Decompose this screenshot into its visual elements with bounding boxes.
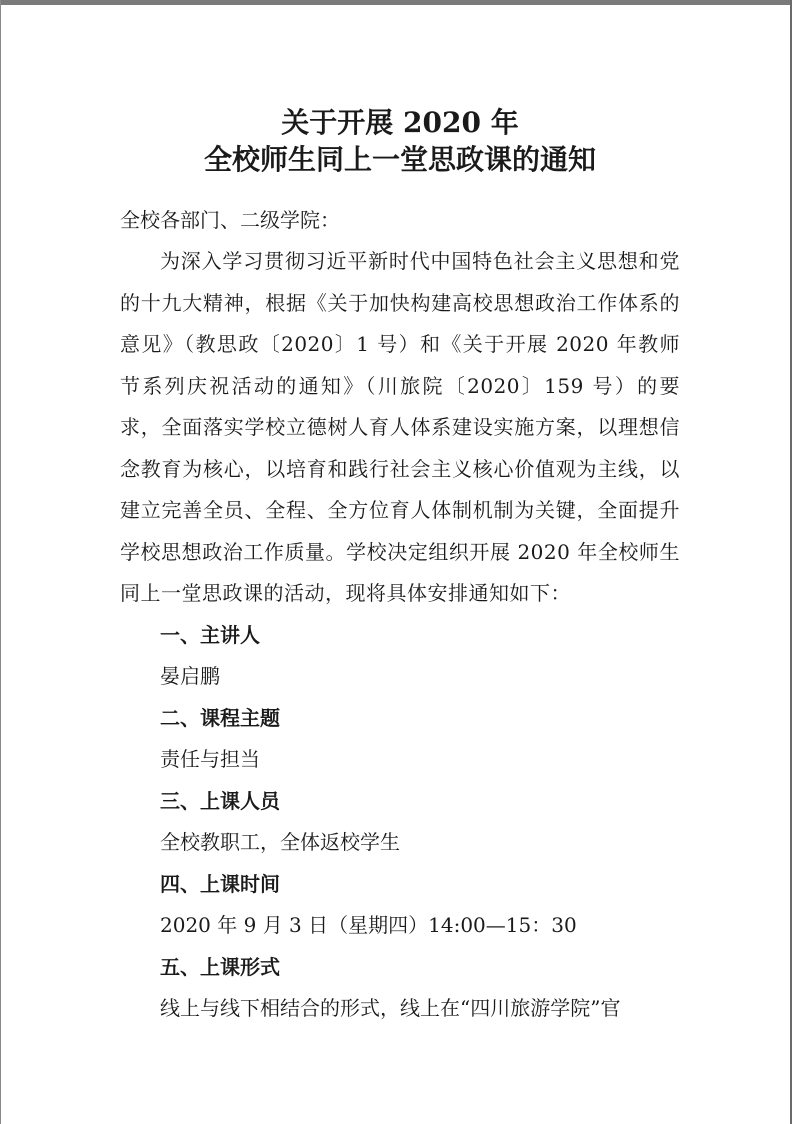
window-left-border (0, 0, 1, 1124)
section-heading-topic: 二、课程主题 (160, 705, 280, 730)
section-heading-attendees: 三、上课人员 (160, 788, 280, 813)
section-content-topic: 责任与担当 (160, 747, 260, 771)
document-page (120, 104, 680, 1030)
section-content-time: 2020 年 9 月 3 日（星期四）14:00—15：30 (160, 913, 577, 937)
window-top-border (0, 0, 792, 5)
section-content-speaker: 晏启鹏 (160, 664, 220, 688)
section-heading-format: 五、上课形式 (160, 954, 280, 979)
salutation: 全校各部门、二级学院： (120, 208, 340, 232)
section-content-format: 线上与线下相结合的形式，线上在“四川旅游学院”官 (160, 996, 621, 1020)
section-heading-speaker: 一、主讲人 (160, 622, 260, 647)
section-content-attendees: 全校教职工，全体返校学生 (160, 830, 400, 854)
intro-paragraph: 为深入学习贯彻习近平新时代中国特色社会主义思想和党的十九大精神，根据《关于加快构建高校思想政治工作体系的意见》（教思政〔2020〕1 号）和《关于开展 2020 年教师节系列庆祝活动的通知》（川旅院〔2020〕159 号）的要求，全面落实学校立德树人育人体系建设实施方案，以理想信念教育为核心，以培育和践行社会主义核心价值观为主线，以建立完善全员、全程、全方位育人体制机制为关键，全面提升学校思想政治工作质量。学校决定组织开展 2020 年全校师生同上一堂思政课的活动，现将具体安排通知如下： (120, 249, 680, 605)
section-heading-time: 四、上课时间 (160, 871, 280, 896)
document-title-line-2: 全校师生同上一堂思政课的通知 (203, 143, 596, 176)
document-title-line-1: 关于开展 2020 年 (281, 106, 519, 139)
